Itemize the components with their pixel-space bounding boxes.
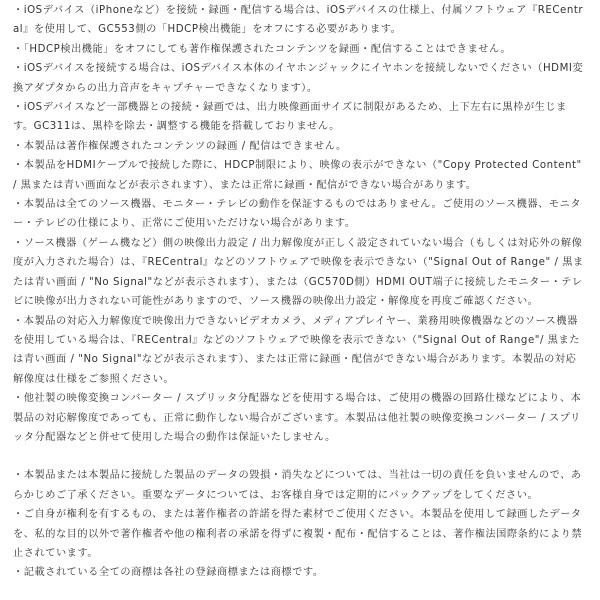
note-data-loss: ・本製品または本製品に接続した製品のデータの毀損・消失などについては、当社は一切の責任を負いませんので、あらかじめご了承ください。重要なデータについては、お客様自身では定期的にバックアップをしてください。 [13,470,582,501]
note-hdcp-off: ・「HDCP検出機能」をオフにしても著作権保護されたコンテンツを録画・配信することはできません。 [13,43,512,55]
note-ios-hdcp: ・iOSデバイス（iPhoneなど）を接続・録画・配信する場合は、iOSデバイスの仕様上、付属ソフトウェア『RECentral』を使用して、GC553側の「HDCP検出機能」をオフにする必要があります。 [13,5,584,36]
notes-list [13,1,587,583]
note-earphone: ・iOSデバイスを接続する場合は、iOSデバイス本体のイヤホンジャックにイヤホンを接続しないでください（HDMI変換アダプタからの出力音声をキャプチャーできなくなります）。 [13,63,584,94]
note-hdcp-restriction: ・本製品をHDMIケーブルで接続した際に、HDCP制限により、映像の表示ができない（"Copy Protected Content" / 黒または青い画面などが表示されます）、または正常に録画・配信ができない場合があります。 [13,160,582,191]
note-compatibility: ・本製品は全てのソース機器、モニター・テレビの動作を保証するものではありません。ご使用のソース機器、モニター・テレビの仕様により、正常にご使用いただけない場合があります。 [13,199,582,230]
note-copyright-content: ・本製品は著作権保護されたコンテンツの録画 / 配信はできません。 [13,140,347,152]
note-input-resolution: ・本製品の対応入力解像度で映像出力できないビデオカメラ、メディアプレイヤー、業務用映像機器などのソース機器を使用している場合は、『RECentral』などのソフトウェアで映像を表示できない（"Signal Out of Range"/ 黒または青い画面 / "No Signal"などが表示されます）、または正常に録画・配信ができない場合があります。本製品の対応解像度は仕様をご参照ください。 [13,315,580,385]
note-usage-rights: ・ご自身が権利を有するもの、または著作権者の許諾を得た素材でご使用ください。本製品を使用して録画したデータを、私的な目的以外で著作権者や他の権利者の承諾を得ずに複製・配布・配信することは、著作権法国際条約により禁止されています。 [13,509,583,559]
note-output-settings: ・ソース機器（ゲーム機など）側の映像出力設定 / 出力解像度が正しく設定されていない場合（もしくは対応外の解像度が入力された場合）は、『RECentral』などのソフトウェアで映像を表示できない（"Signal Out of Range" / 黒または青い画面 / "No Signal"などが表示されます）、または（GC570D側）HDMI OUT端子に接続したモニター・テレビに映像が出力されない可能性がありますので、ソース機器の映像出力設定・解像度を再度ご確認ください。 [13,237,584,308]
note-black-border: ・iOSデバイスなど一部機器との接続・録画では、出力映像画面サイズに制限があるため、上下左右に黒枠が生じます。GC311は、黒枠を除去・調整する機能を搭載しておりません。 [13,102,567,133]
note-third-party-converter: ・他社製の映像変換コンバーター / スプリッタ分配器などを使用する場合は、ご使用の機器の回路仕様などにより、本製品の対応解像度であっても、正常に動作しない場合がございます。本製品は他社製の映像変換コンバーター / スプリッタ分配器などと併せて使用した場合の動作は保証いたしません。 [13,393,582,443]
note-trademarks: ・記載されている全ての商標は各社の登録商標または商標です。 [13,567,324,579]
